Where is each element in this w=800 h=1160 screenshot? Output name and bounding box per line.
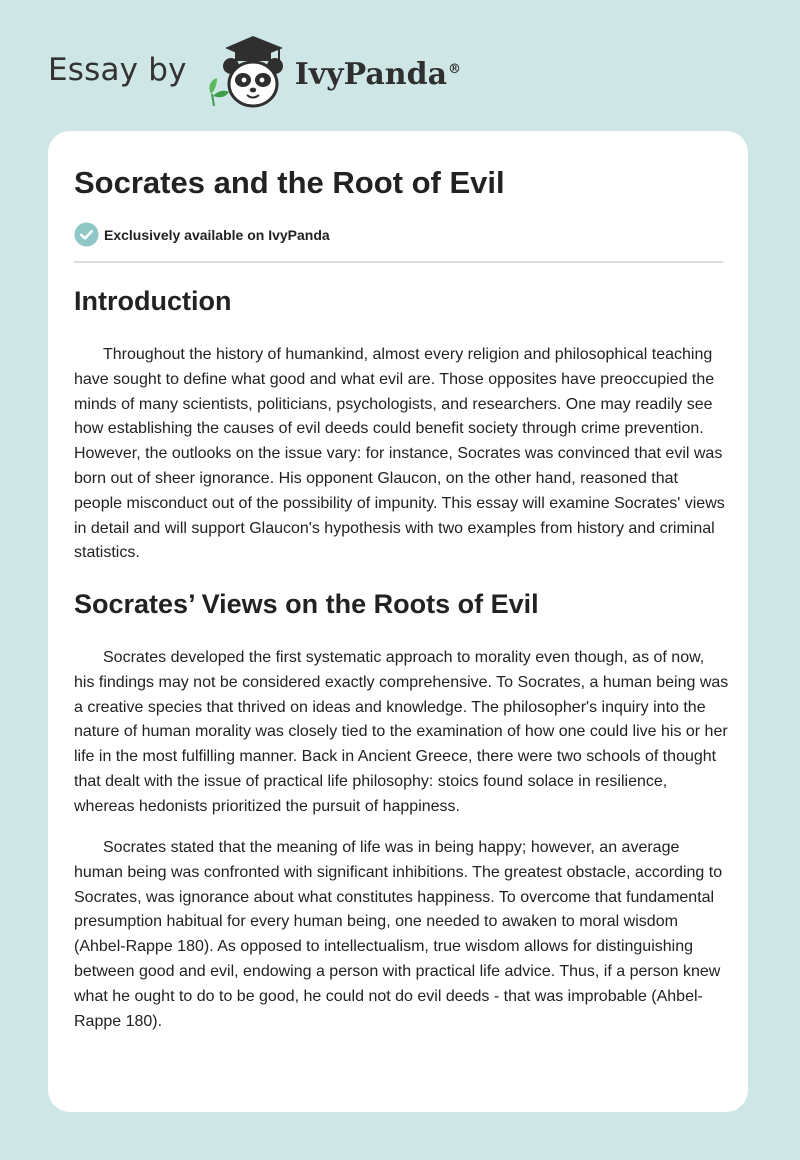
- essay-title: Socrates and the Root of Evil: [74, 165, 505, 200]
- panda-graduate-logo-icon[interactable]: [201, 34, 293, 110]
- essay-card: [48, 131, 748, 1112]
- title-divider: [74, 261, 723, 263]
- badge-text: Exclusively available on IvyPanda: [104, 226, 330, 243]
- paragraph-socrates-2: Socrates stated that the meaning of life was in being happy; however, an average human being was confronted with significant inhibitions. The greatest obstacle, according to Socrates, was ignorance about what constitutes happiness. To overcome that fundamental presumption habitual for every human being, one needed to awaken to moral wisdom (Ahbel-Rappe 180). As opposed to intellectualism, true wisdom allows for distinguishing between good and evil, endowing a person with practical life advice. Thus, if a person knew what he ought to do to be good, he could not do evil deeds - that was improbable (Ahbel-Rappe 180).: [74, 839, 723, 1030]
- paragraph-socrates-1: Socrates developed the first systematic approach to morality even though, as of now, his findings may not be considered exactly comprehensive. To Socrates, a human being was a creative species that thrived on ideas and knowledge. The philosopher's inquiry into the nature of human morality was closely tied to the examination of how one could live his or her life in the most fulfilling manner. Back in Ancient Greece, there were two schools of thought that dealt with the issue of practical life philosophy: stoics found solace in resilience, whereas hedonists prioritized the pursuit of happiness.: [74, 649, 729, 815]
- section-heading-introduction: Introduction: [74, 286, 232, 316]
- brand-prefix: Essay by: [48, 52, 187, 88]
- site-header: [48, 34, 461, 110]
- paragraph-introduction: Throughout the history of humankind, almost every religion and philosophical teaching have sought to define what good and what evil are. Those opposites have preoccupied the minds of many scientists, politicians, psychologists, and researchers. One may readily see how establishing the causes of evil deeds could benefit society through crime prevention. However, the outlooks on the issue vary: for instance, Socrates was convinced that evil was born out of sheer ignorance. His opponent Glaucon, on the other hand, reasoned that people misconduct out of the possibility of impunity. This essay will examine Socrates' views in detail and will support Glaucon's hypothesis with two examples from history and criminal statistics.: [74, 346, 725, 562]
- registered-mark: ®: [448, 61, 462, 77]
- brand-name[interactable]: IvyPanda®: [294, 56, 462, 92]
- exclusive-badge: [74, 222, 330, 247]
- check-circle-icon: [74, 222, 99, 247]
- section-heading-socrates-views: Socrates’ Views on the Roots of Evil: [74, 589, 539, 619]
